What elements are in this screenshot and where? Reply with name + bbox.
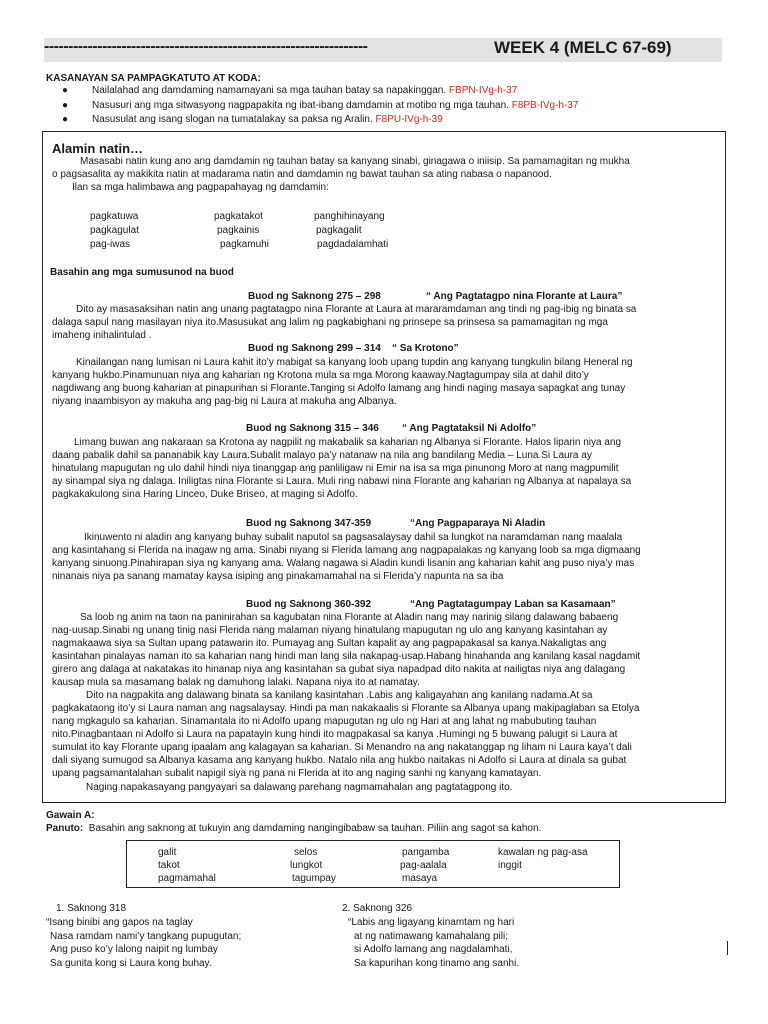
summary-line: Naging napakasayang pangyayari sa dalawang parehang nagmamahalan ang pagtatagpong ito. — [86, 782, 513, 793]
choice: galit — [158, 847, 177, 858]
bullet-icon: ● — [62, 114, 69, 125]
verse-line: “Labis ang ligayang kinamtam ng hari — [348, 917, 515, 928]
summary-line: pagkakataong ito’y si Laura naman ang nagsalaysay. Hindi pa man nakakaalis si Florante sa Albanya upang makipaglaban sa Etolya — [52, 703, 640, 714]
summary-line: ang kasintahang si Flerida na inagaw ng ama. Sinabi niyang si Flerida lamang ang nagpapalakas ng kanyang loob sa mga digmaang — [52, 545, 641, 556]
verse-line: at ng natimawang kamahalang pili; — [354, 931, 508, 942]
summary-line: nagdiwang ang buong kaharian at pinapurihan si Florante.Tanging si Adolfo lamang ang hindi naging masaya sapagkat ang tunay — [52, 383, 626, 394]
emotion-example: pagkagalit — [316, 225, 362, 236]
summary-line: ninanais niya pa sanang mamatay kaysa isiping ang pinakamamahal na si Flerida’y napunta na sa iba — [52, 571, 504, 582]
summary-line: nagmakaawa siya sa Sultan upang patawarin ito. Pumayag ang Sultan kapalit ay ang pagpapakasal sa kanya.Nakaligtas ang — [52, 638, 607, 649]
summary-line: Kinailangan nang lumisan ni Laura kahit ito’y mabigat sa kanyang loob upang tupdin ang kanyang tungkulin bilang Heneral ng — [76, 357, 633, 368]
emotion-example: pagkatakot — [214, 211, 263, 222]
summary-title: “Ang Pagpaparaya Ni Aladin — [410, 518, 546, 529]
summary-heading: Buod ng Saknong 275 – 298 — [248, 291, 381, 302]
summary-heading: Buod ng Saknong 360-392 — [246, 599, 372, 610]
summary-line: kasintahan pinalayas naman ito sa kaharian nang hindi man lang sila nakapag-usap.Habang hinahanda ang kanilang kasal nagdamit — [52, 651, 641, 662]
emotion-example: pagkatuwa — [90, 211, 139, 222]
header-dashes: ------------------------------------------------------------------- — [44, 38, 368, 55]
summary-line: kausap mula sa masamang balak ng damuhong lalaki. Napana niya ito at namatay. — [52, 677, 420, 688]
verse-line: “Isang binibi ang gapos na taglay — [46, 917, 193, 928]
summary-line: kanyang sinuong.Pinahirapan siya ng kanyang ama. Walang nagawa si Aladin kundi lisanin ang kaharian kahit ang puso niya’y mas — [52, 558, 635, 569]
competencies-list — [62, 84, 578, 128]
summary-title: “ Ang Pagtatagpo nina Florante at Laura” — [426, 291, 623, 302]
summary-line: dali siyang sumugod sa Albanya kasama ang kanyang hukbo. Natalo nila ang hukbo naitakas ni Adolfo si Laura at dinala sa gubat — [52, 755, 627, 766]
competency-code: FBPN-IVg-h-37 — [448, 85, 518, 96]
summary-line: hinatulang mapugutan ng ulo dahil hindi niya tinanggap ang panliligaw ni Emir na isa sa mga pinunong Moro at nang magpumilit — [52, 463, 619, 474]
choice: tagumpay — [292, 873, 336, 884]
verse-line: Sa kapurihan kong tinamo ang sanhi. — [354, 958, 520, 969]
choice: pag-aalala — [400, 860, 447, 871]
summary-line: daang pabalik dahil sa pananabik kay Laura.Subalit malayo pa’y natanaw na nila ang bandilang Media – Luna.Si Laura ay — [52, 450, 592, 461]
summary-title: “ Ang Pagtataksil Ni Adolfo” — [402, 423, 537, 434]
summary-line: Limang buwan ang nakaraan sa Krotona ay nagpilit ng makabalik sa kaharian ng Albanya si Florante. Halos liparin niya ang — [74, 437, 622, 448]
summary-line: nag-uusap.Sinabi ng unang tinig nasi Flerida nang malaman niyang hinatulang mapugutan ng ulo ang kanyang kasintahan ay — [52, 625, 608, 636]
verse-line: Sa gunita kong si Laura kong buhay. — [50, 958, 212, 969]
basahin-instruction: Basahin ang mga sumusunod na buod — [50, 267, 234, 278]
gawain-title: Gawain A: — [46, 810, 95, 821]
emotion-example: pagdadalamhati — [317, 239, 389, 250]
competency-text: Nailalahad ang damdaming namamayani sa mga tauhan batay sa napakinggan. — [92, 85, 447, 96]
competency-text: Nasusulat ang isang slogan na tumatalakay sa paksa ng Aralin. — [92, 114, 373, 125]
competency-item — [62, 99, 578, 114]
competency-code: F8PB-IVg-h-37 — [511, 99, 579, 111]
emotion-example: panghihinayang — [314, 211, 385, 222]
bullet-icon: ● — [62, 85, 69, 96]
summary-line: niyang inaambisyon ay makuha ang pag-big ni Laura at makuha ang Albanya. — [52, 396, 397, 407]
emotion-example: pagkagulat — [90, 225, 139, 236]
panuto-text: Basahin ang saknong at tukuyin ang damdaming nangingibabaw sa tauhan. Piliin ang sagot sa kahon. — [88, 823, 542, 834]
summary-heading: Buod ng Saknong 299 – 314 — [248, 343, 381, 354]
summary-line: kanyang hukbo.Pinamunuan niya ang kaharian ng Krotona mula sa mga Morong kaaway.Nagtagumpay sila at dahil dito’y — [52, 370, 589, 381]
choice: masaya — [402, 873, 438, 884]
choice: kawalan ng pag-asa — [498, 847, 588, 858]
summary-heading: Buod ng Saknong 315 – 346 — [246, 423, 379, 434]
page-title: WEEK 4 (MELC 67-69) — [494, 38, 672, 57]
summary-line: pagkakakulong sina Haring Linceo, Duke Briseo, at maging si Adolfo. — [52, 489, 358, 500]
intro-line: Ilan sa mga halimbawa ang pagpapahayag ng damdamin: — [72, 182, 329, 193]
summary-line: sumulat ito kay Florante upang ipaalam ang kalagayan sa kaharian. Si Menandro na ang nakatanggap ng liham ni Laura kaya’t dali — [52, 742, 632, 753]
choice: selos — [294, 847, 318, 858]
item-label: 1. Saknong 318 — [56, 903, 127, 914]
summary-line: ay sinampal siya ng dalaga. Iniligtas nina Florante si Laura. Muli ring nabawi nina Florante ang kaharian ng Albanya at napalaya sa — [52, 476, 632, 487]
panuto-label: Panuto: — [46, 823, 84, 834]
emotion-example: pagkamuhi — [220, 239, 269, 250]
summary-line: nang mgkagulo sa kaharian. Sinamantala ito ni Adolfo upang mapugutan ng ulo ng Hari at ang lahat ng mabubuting tauhan — [52, 716, 597, 727]
verse-line: si Adolfo lamang ang nagdalamhati, — [354, 944, 513, 955]
competency-item — [62, 113, 578, 128]
verse-line: Ang puso ko’y lalong naipit ng lumbay — [50, 944, 218, 955]
competency-text: Nasusuri ang mga sitwasyong nagpapakita ng ibat-ibang damdamin at motibo ng mga tauhan. — [92, 99, 509, 111]
choice: pangamba — [402, 847, 450, 858]
competency-item — [62, 84, 578, 99]
emotion-example: pag-iwas — [90, 239, 131, 250]
verse-line: Nasa ramdam nami’y tangkang pupugutan; — [50, 931, 242, 942]
summary-line: upang pagsamantalahan subalit napigil siya ng pana ni Flerida at ito ang naging sanhi ng kanyang kamatayan. — [52, 768, 542, 779]
summary-title: “ Sa Krotono” — [392, 343, 459, 354]
summary-line: Dito na nagpakita ang dalawang binata sa kanilang kasintahan .Labis ang kaligayahan ang kanilang nadama.At sa — [86, 690, 593, 701]
summary-line: nito.Pinagbantaan ni Adolfo si Laura na papatayin kung hindi ito magpakasal sa kanya .Humingi ng 5 buwang palugit si Laura at — [52, 729, 618, 740]
summary-line: Ikinuwento ni aladin ang kanyang buhay subalit naputol sa pagsasalaysay dahil sa lungkot na naramdaman nang maalala — [84, 532, 623, 543]
choice: takot — [158, 860, 180, 871]
summary-line: imaheng inihalintulad . — [52, 330, 152, 341]
summary-line: Dito ay masasaksihan natin ang unang pagtatagpo nina Florante at Laura at mararamdaman ang tindi ng pag-ibig ng binata sa — [76, 304, 637, 315]
competency-code: F8PU-IVg-h-39 — [375, 114, 443, 125]
panuto — [46, 822, 541, 835]
choice: lungkot — [290, 860, 323, 871]
intro-line: o pagsasalita ay makikita natin at madarama natin and damdamin ng bawat tauhan sa ating nabasa o napanood. — [52, 169, 552, 180]
competencies-label: KASANAYAN SA PAMPAGKATUTO AT KODA: — [46, 73, 261, 84]
intro-line: Masasabi natin kung ano ang damdamin ng tauhan batay sa kanyang sinabi, ginagawa o iniisip. Sa pamamagitan ng mukha — [80, 156, 630, 167]
alamin-title: Alamin natin… — [52, 141, 144, 156]
choice: pagmamahal — [158, 873, 216, 884]
summary-line: girero ang dalaga at nakatakas ito hinanap niya ang kasintahan sa gubat siya napadpad dito nakita at nailigtas niya ang dalagang — [52, 664, 626, 675]
emotion-example: pagkainis — [217, 225, 260, 236]
summary-line: Sa loob ng anim na taon na paninirahan sa kagubatan nina Florante at Aladin nang may narinig silang dalawang babaeng — [80, 612, 619, 623]
summary-heading: Buod ng Saknong 347-359 — [246, 518, 372, 529]
choice: inggit — [498, 860, 522, 871]
summary-line: dalaga sapul nang masilayan niya ito.Masusukat ang lalim ng pagkabighani ng prinsepe sa prinsesa sa pamamagitan ng mga — [52, 317, 608, 328]
summary-title: “Ang Pagtatagumpay Laban sa Kasamaan” — [410, 599, 616, 610]
item-label: 2. Saknong 326 — [342, 903, 413, 914]
text-cursor — [727, 941, 728, 955]
bullet-icon: ● — [62, 99, 69, 111]
